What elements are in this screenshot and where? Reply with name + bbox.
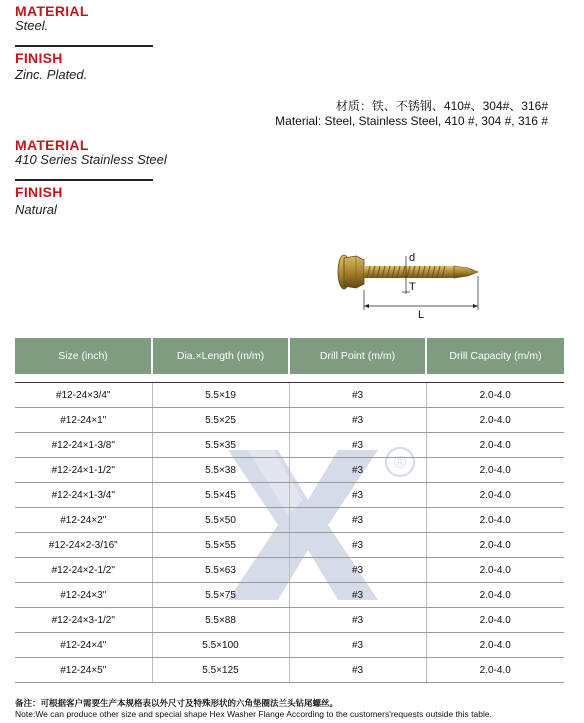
cell-dia-length: 5.5×75 [152, 583, 289, 608]
registered-mark: ® [393, 453, 407, 472]
material-note-cn: 材质：铁、不锈钢、410#、304#、316# [335, 99, 548, 113]
material-value-1: Steel. [15, 18, 49, 33]
table-row [15, 608, 564, 633]
material-value-2: 410 Series Stainless Steel [15, 152, 167, 167]
finish-heading-1: FINISH [15, 50, 63, 66]
cell-drill-point: #3 [289, 458, 426, 483]
cell-dia-length: 5.5×55 [152, 533, 289, 558]
table-row [15, 458, 564, 483]
cell-size: #12-24×2" [15, 508, 152, 533]
cell-size: #12-24×2-3/16" [15, 533, 152, 558]
table-row [15, 558, 564, 583]
cell-dia-length: 5.5×38 [152, 458, 289, 483]
cell-drill-point: #3 [289, 483, 426, 508]
finish-heading-2: FINISH [15, 184, 63, 200]
table-row [15, 408, 564, 433]
cell-drill-point: #3 [289, 383, 426, 408]
cell-size: #12-24×4" [15, 633, 152, 658]
table-row [15, 533, 564, 558]
screw-illustration [330, 246, 490, 318]
cell-dia-length: 5.5×45 [152, 483, 289, 508]
material-note-en: Material: Steel, Stainless Steel, 410 #, 304 #, 316 # [275, 114, 548, 128]
cell-dia-length: 5.5×63 [152, 558, 289, 583]
table-row [15, 658, 564, 683]
table-row [15, 483, 564, 508]
cell-drill-point: #3 [289, 658, 426, 683]
cell-drill-capacity: 2.0-4.0 [426, 633, 564, 658]
footer-note-en: Note:We can produce other size and special shape Hex Washer Flange According to the customers'requests outside this table. [15, 709, 492, 719]
cell-size: #12-24×3/4" [15, 383, 152, 408]
column-header-size: Size (inch) [15, 338, 152, 374]
column-header-dia-length: Dia.×Length (m/m) [152, 338, 289, 374]
table-row [15, 583, 564, 608]
cell-dia-length: 5.5×25 [152, 408, 289, 433]
cell-drill-capacity: 2.0-4.0 [426, 608, 564, 633]
finish-value-1: Zinc. Plated. [15, 67, 88, 82]
finish-value-2: Natural [15, 202, 57, 217]
cell-dia-length: 5.5×35 [152, 433, 289, 458]
column-header-drill-capacity: Drill Capacity (m/m) [426, 338, 564, 374]
cell-drill-capacity: 2.0-4.0 [426, 658, 564, 683]
material-heading-1: MATERIAL [15, 3, 89, 19]
length-label: L [418, 309, 425, 318]
cell-dia-length: 5.5×125 [152, 658, 289, 683]
cell-drill-point: #3 [289, 583, 426, 608]
table-row [15, 508, 564, 533]
screw-diagram [330, 246, 490, 318]
cell-drill-capacity: 2.0-4.0 [426, 533, 564, 558]
cell-drill-capacity: 2.0-4.0 [426, 483, 564, 508]
cell-size: #12-24×5" [15, 658, 152, 683]
specification-table [15, 338, 564, 683]
divider-2 [15, 179, 153, 181]
cell-drill-point: #3 [289, 433, 426, 458]
thread-label: T [409, 281, 416, 293]
cell-size: #12-24×1-3/8" [15, 433, 152, 458]
cell-size: #12-24×1" [15, 408, 152, 433]
table-row [15, 633, 564, 658]
cell-drill-capacity: 2.0-4.0 [426, 408, 564, 433]
cell-size: #12-24×1-1/2" [15, 458, 152, 483]
table-header-row [15, 338, 564, 374]
cell-size: #12-24×3-1/2" [15, 608, 152, 633]
cell-drill-point: #3 [289, 508, 426, 533]
cell-dia-length: 5.5×88 [152, 608, 289, 633]
cell-dia-length: 5.5×19 [152, 383, 289, 408]
divider-1 [15, 45, 153, 47]
cell-drill-point: #3 [289, 608, 426, 633]
table-spacer [15, 374, 564, 383]
cell-drill-point: #3 [289, 633, 426, 658]
cell-size: #12-24×3" [15, 583, 152, 608]
cell-drill-point: #3 [289, 558, 426, 583]
diameter-label: d [409, 252, 416, 264]
cell-drill-capacity: 2.0-4.0 [426, 433, 564, 458]
table-row [15, 433, 564, 458]
cell-drill-point: #3 [289, 533, 426, 558]
column-header-drill-point: Drill Point (m/m) [289, 338, 426, 374]
cell-drill-capacity: 2.0-4.0 [426, 583, 564, 608]
cell-drill-capacity: 2.0-4.0 [426, 458, 564, 483]
cell-drill-capacity: 2.0-4.0 [426, 508, 564, 533]
cell-drill-capacity: 2.0-4.0 [426, 558, 564, 583]
cell-dia-length: 5.5×50 [152, 508, 289, 533]
cell-dia-length: 5.5×100 [152, 633, 289, 658]
cell-size: #12-24×2-1/2" [15, 558, 152, 583]
material-heading-2: MATERIAL [15, 137, 89, 153]
table-row [15, 383, 564, 408]
cell-drill-capacity: 2.0-4.0 [426, 383, 564, 408]
cell-size: #12-24×1-3/4" [15, 483, 152, 508]
cell-drill-point: #3 [289, 408, 426, 433]
footer-note-cn: 备注：可根据客户需要生产本规格表以外尺寸及特殊形状的六角垫圈法兰头钻尾螺丝。 [15, 698, 339, 708]
